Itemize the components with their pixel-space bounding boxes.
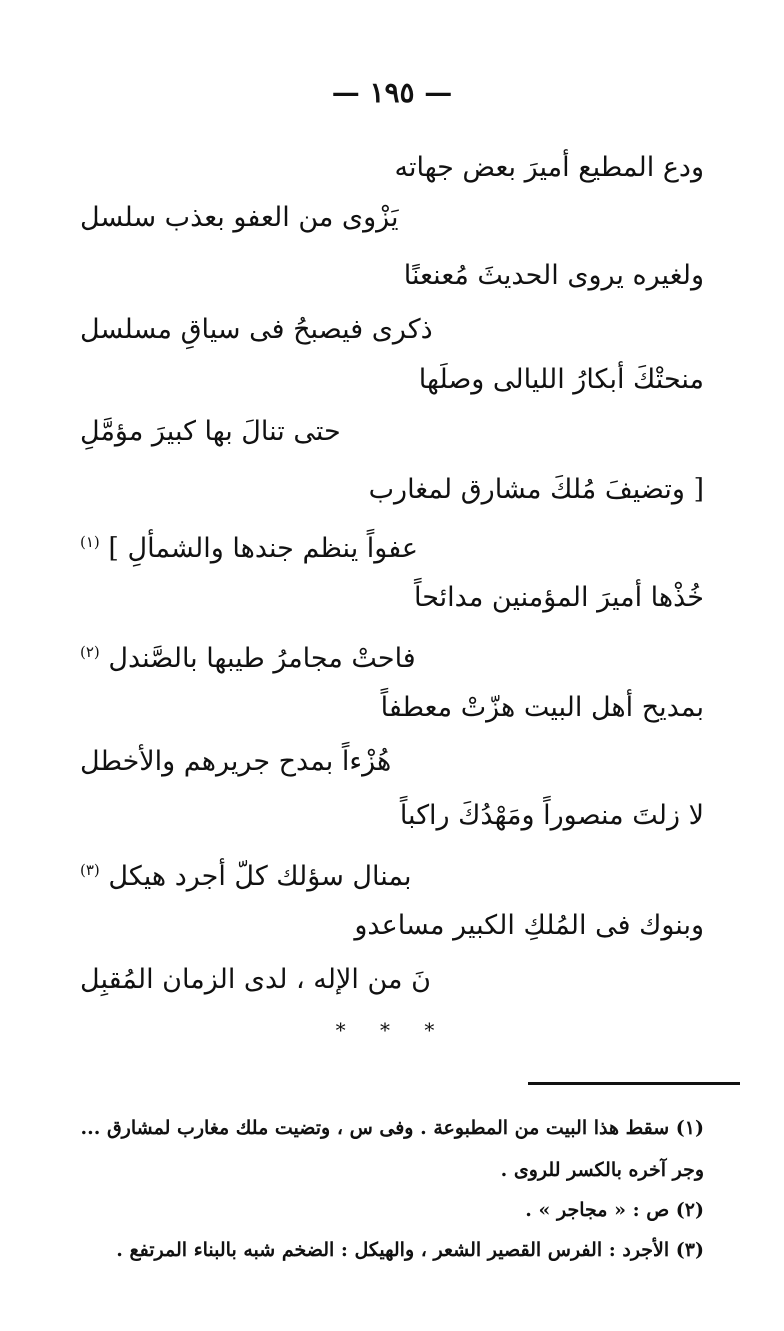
verse-line-8 [80, 522, 704, 569]
footnote-1-line-2: وجر آخره بالكسر للروى . [500, 1159, 704, 1181]
verse-line-1: ودع المطيع أميرَ بعض جهاته [394, 152, 704, 183]
section-end-asterisks: * * * [335, 1018, 449, 1042]
footnote-ref-2: (٢) [80, 643, 100, 661]
verse-line-7: [ وتضيفَ مُلكَ مشارق لمغارب [368, 474, 704, 505]
verse-line-15: وبنوك فى المُلكِ الكبير مساعدو [354, 910, 704, 941]
page-number: — ١٩٥ — [331, 76, 453, 109]
verse-line-11: بمديح أهل البيت هزّتْ معطفاً [380, 692, 704, 723]
footnote-ref-3: (٣) [80, 861, 100, 879]
verse-line-5: منحتْكَ أبكارُ الليالى وصلَها [418, 364, 704, 395]
verse-line-8-text: عفواً ينظم جندها والشمألِ ] [108, 533, 419, 564]
footnote-separator-rule [528, 1082, 740, 1085]
verse-line-13: لا زلتَ منصوراً ومَهْدُكَ راكباً [399, 800, 704, 831]
verse-line-4: ذكرى فيصبحُ فى سياقِ مسلسل [80, 314, 433, 345]
verse-line-14-text: بمنال سؤلك كلّ أجرد هيكل [108, 861, 412, 892]
footnote-3: (٣) الأجرد : الفرس القصير الشعر ، والهيكل : الضخم شبه بالبناء المرتفع . [116, 1239, 704, 1261]
verse-line-10 [80, 632, 704, 679]
footnote-2: (٢) ص : « مجاجر » . [525, 1199, 704, 1221]
verse-line-3: ولغيره يروى الحديثَ مُعنعنًا [403, 260, 704, 291]
verse-line-14 [80, 850, 704, 897]
verse-line-16: نَ من الإله ، لدى الزمان المُقبِل [80, 964, 431, 995]
footnote-ref-1: (١) [80, 533, 100, 551]
verse-line-10-text: فاحتْ مجامرُ طيبها بالصَّندل [108, 643, 416, 674]
verse-line-12: هُزْءاً بمدح جريرهم والأخطل [80, 746, 392, 777]
verse-line-2: يَزْوى من العفو بعذب سلسل [80, 202, 399, 233]
verse-line-6: حتى تنالَ بها كبيرَ مؤمَّلِ [80, 416, 341, 447]
verse-line-9: خُذْها أميرَ المؤمنين مدائحاً [414, 582, 704, 613]
footnote-1-line-1: (١) سقط هذا البيت من المطبوعة . وفى س ، وتضيت ملك مغارب لمشارق ... [80, 1117, 704, 1139]
